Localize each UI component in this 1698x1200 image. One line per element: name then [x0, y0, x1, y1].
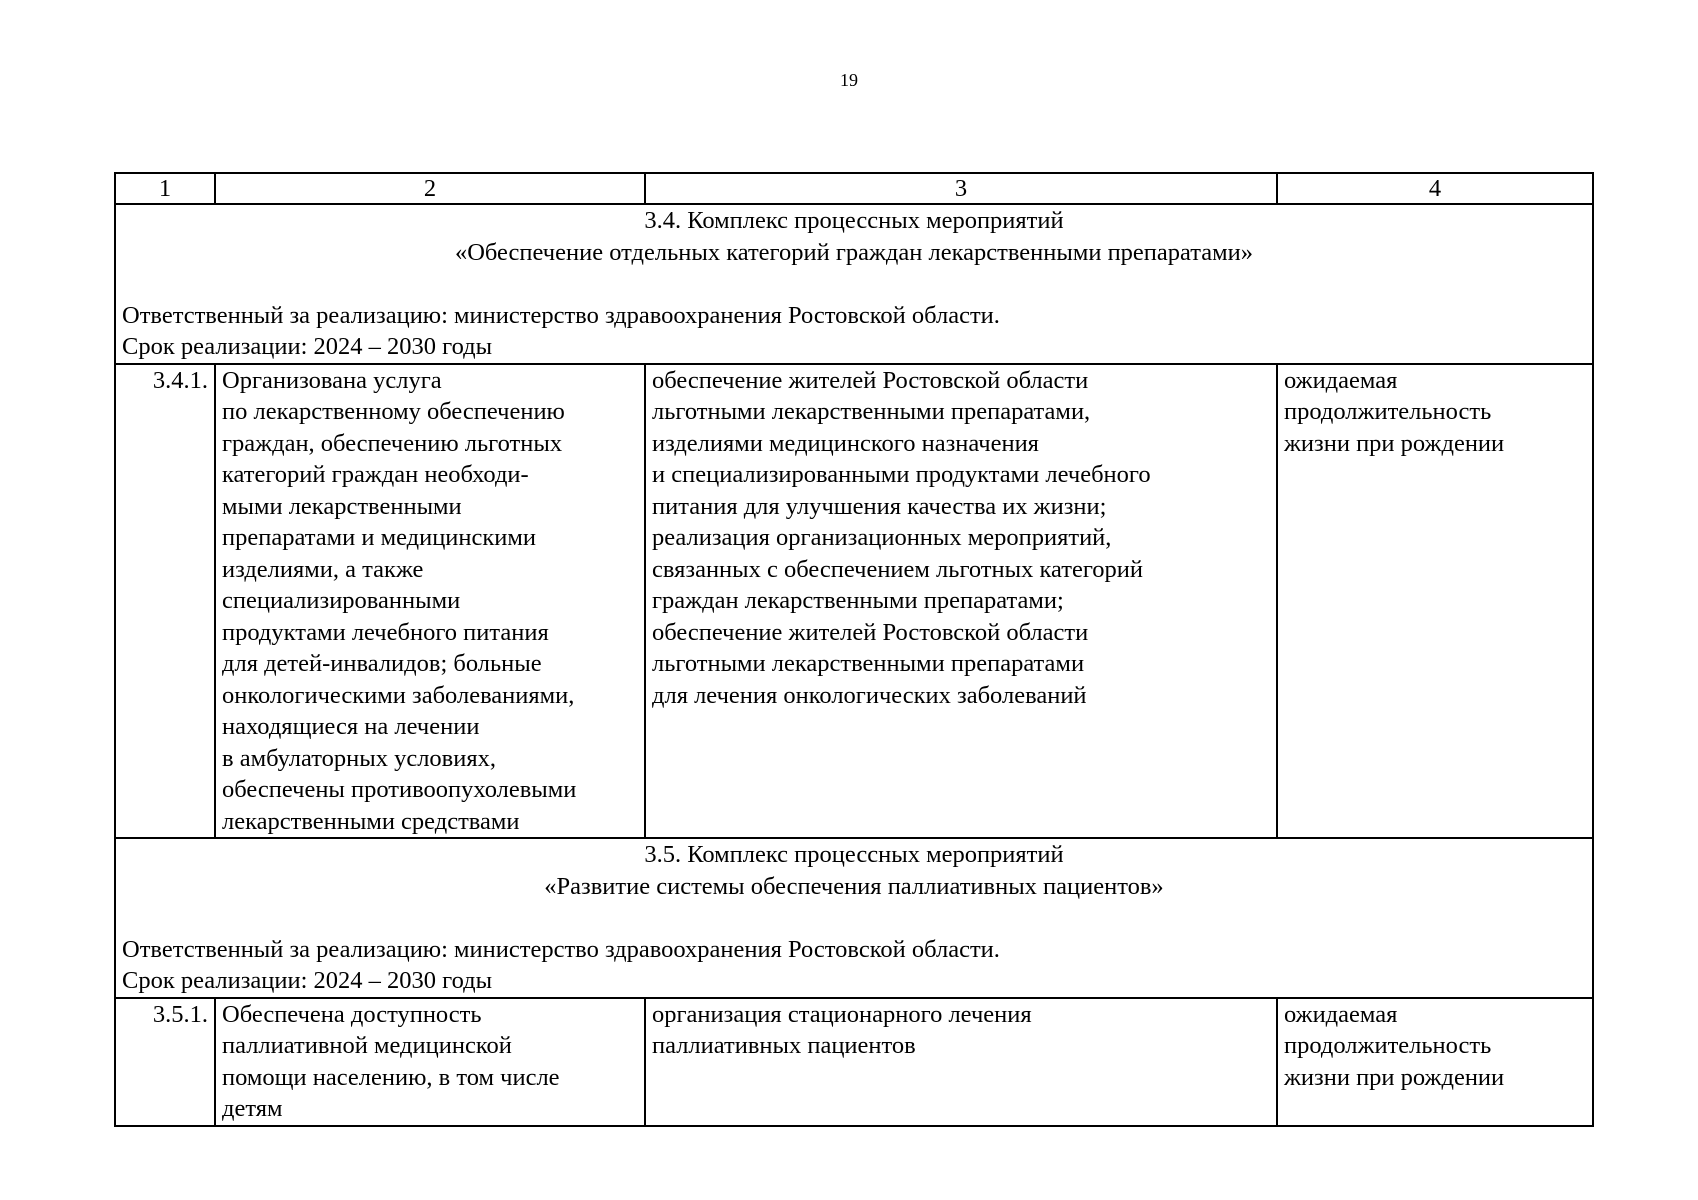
section-header-cell	[115, 838, 1593, 998]
section-header-cell	[115, 204, 1593, 364]
result-line: категорий граждан необходи-	[222, 461, 529, 488]
description-line: изделиями медицинского назначения	[652, 429, 1039, 457]
description-line: обеспечение жителей Ростовской области	[652, 366, 1089, 394]
table-header-row	[115, 173, 1593, 204]
result-line: помощи населению, в том числе	[222, 1063, 560, 1091]
page-number: 19	[840, 70, 858, 90]
section-subtitle: «Развитие системы обеспечения паллиативных пациентов»	[544, 872, 1164, 900]
description-line: и специализированными продуктами лечебного	[652, 461, 1151, 488]
result-cell	[215, 998, 645, 1126]
result-line: изделиями, а также	[222, 555, 424, 583]
description-line: питания для улучшения качества их жизни;	[652, 492, 1107, 520]
result-line: лекарственными средствами	[222, 807, 520, 835]
section-responsible: Ответственный за реализацию: министерство здравоохранения Ростовской области.	[122, 935, 1000, 963]
result-line: детям	[222, 1095, 283, 1122]
result-line: паллиативной медицинской	[222, 1032, 512, 1059]
result-line: Обеспечена доступность	[222, 1000, 482, 1028]
table-row	[115, 998, 1593, 1126]
result-line: мыми лекарственными	[222, 492, 462, 520]
indicator-line: жизни при рождении	[1284, 429, 1505, 457]
result-line: в амбулаторных условиях,	[222, 744, 496, 772]
row-number: 3.5.1.	[115, 998, 215, 1126]
result-line: обеспечены противоопухолевыми	[222, 776, 577, 803]
description-line: обеспечение жителей Ростовской области	[652, 618, 1089, 646]
result-line: препаратами и медицинскими	[222, 524, 537, 551]
result-line: онкологическими заболеваниями,	[222, 681, 575, 709]
column-header-3: 3	[645, 173, 1277, 204]
column-header-4: 4	[1277, 173, 1593, 204]
description-line: для лечения онкологических заболеваний	[652, 681, 1087, 709]
result-line: по лекарственному обеспечению	[222, 398, 565, 425]
result-line: Организована услуга	[222, 366, 442, 394]
description-cell	[645, 998, 1277, 1126]
measures-table	[114, 172, 1594, 1127]
description-line: льготными лекарственными препаратами,	[652, 398, 1091, 425]
section-title: 3.5. Комплекс процессных мероприятий	[644, 841, 1064, 868]
section-spacer	[122, 902, 1586, 934]
result-line: граждан, обеспечению льготных	[222, 429, 563, 457]
indicator-line: ожидаемая	[1284, 1000, 1398, 1028]
column-header-1: 1	[115, 173, 215, 204]
description-line: паллиативных пациентов	[652, 1032, 916, 1059]
result-line: продуктами лечебного питания	[222, 618, 549, 646]
result-line: находящиеся на лечении	[222, 713, 480, 740]
result-line: для детей-инвалидов; больные	[222, 650, 542, 677]
indicator-cell	[1277, 998, 1593, 1126]
indicator-line: жизни при рождении	[1284, 1063, 1505, 1091]
section-term: Срок реализации: 2024 – 2030 годы	[122, 967, 493, 994]
result-cell	[215, 364, 645, 839]
description-line: граждан лекарственными препаратами;	[652, 587, 1064, 614]
table-row	[115, 364, 1593, 839]
row-number: 3.4.1.	[115, 364, 215, 839]
column-header-2: 2	[215, 173, 645, 204]
result-line: специализированными	[222, 587, 461, 614]
description-line: реализация организационных мероприятий,	[652, 524, 1112, 551]
description-cell	[645, 364, 1277, 839]
indicator-line: продолжительность	[1284, 1032, 1492, 1059]
section-row-3-4	[115, 204, 1593, 364]
section-row-3-5	[115, 838, 1593, 998]
indicator-line: продолжительность	[1284, 398, 1492, 425]
description-line: организация стационарного лечения	[652, 1000, 1032, 1028]
indicator-cell	[1277, 364, 1593, 839]
description-line: связанных с обеспечением льготных категорий	[652, 555, 1143, 583]
indicator-line: ожидаемая	[1284, 366, 1398, 394]
section-term: Срок реализации: 2024 – 2030 годы	[122, 333, 493, 360]
section-subtitle: «Обеспечение отдельных категорий граждан лекарственными препаратами»	[454, 238, 1254, 266]
section-responsible: Ответственный за реализацию: министерство здравоохранения Ростовской области.	[122, 301, 1000, 329]
section-title: 3.4. Комплекс процессных мероприятий	[644, 207, 1064, 234]
description-line: льготными лекарственными препаратами	[652, 650, 1085, 677]
section-spacer	[122, 268, 1586, 300]
